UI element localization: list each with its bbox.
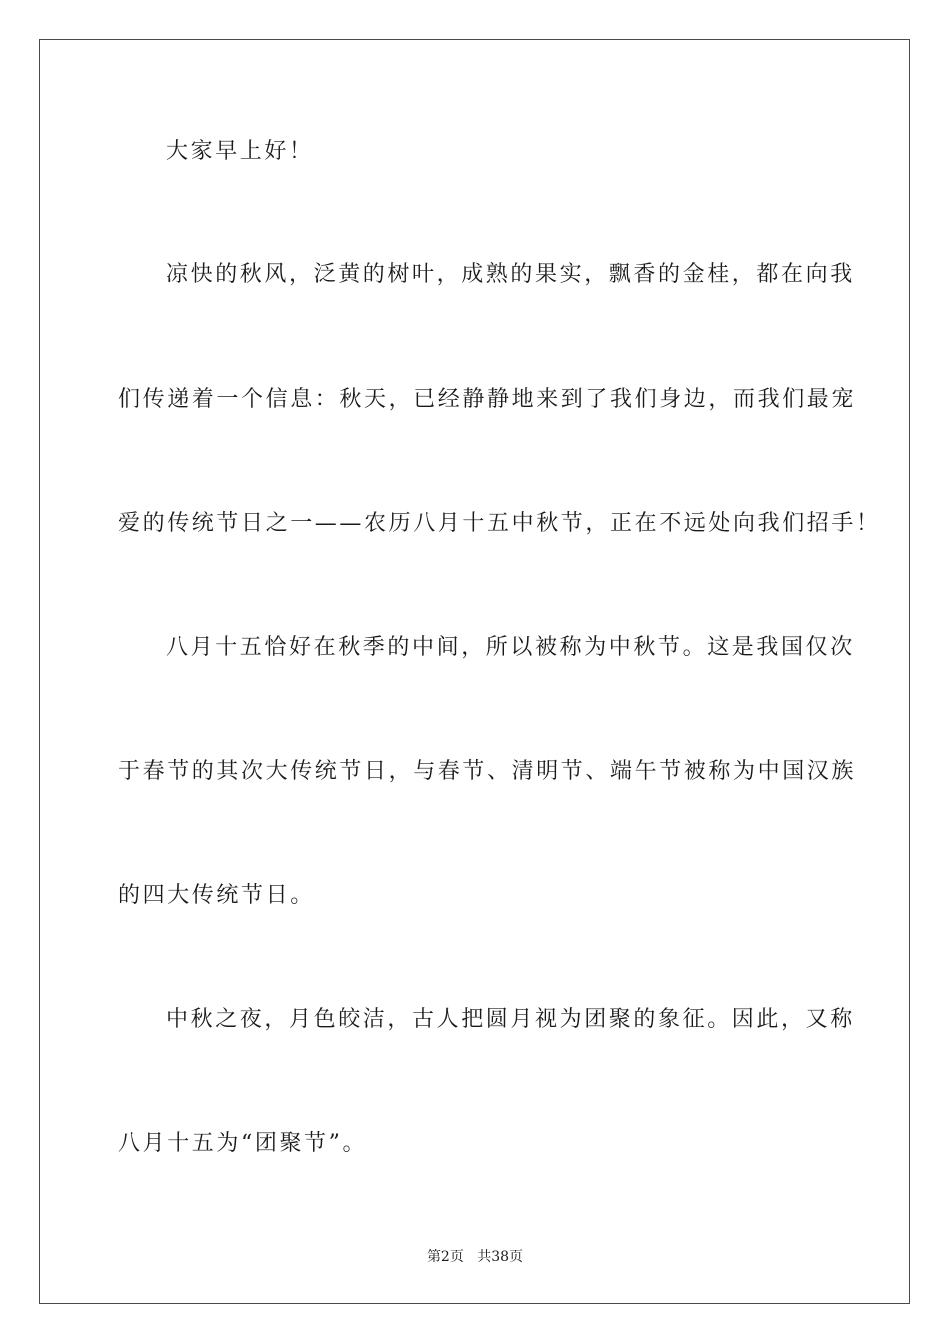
page-footer bbox=[0, 1246, 950, 1266]
page-total: 共38页 bbox=[477, 1249, 524, 1265]
text-line-3: 们传递着一个信息：秋天，已经静静地来到了我们身边，而我们最宠 bbox=[118, 387, 857, 412]
text-line-1: 大家早上好！ bbox=[166, 139, 314, 164]
text-line-9: 八月十五为“团聚节”。 bbox=[118, 1131, 368, 1156]
text-line-7: 的四大传统节日。 bbox=[118, 883, 315, 908]
text-line-8: 中秋之夜，月色皎洁，古人把圆月视为团聚的象征。因此，又称 bbox=[166, 1007, 855, 1032]
text-line-2: 凉快的秋风，泛黄的树叶，成熟的果实，飘香的金桂，都在向我 bbox=[166, 262, 855, 287]
page-number: 第2页 bbox=[426, 1249, 464, 1265]
text-line-6: 于春节的其次大传统节日，与春节、清明节、端午节被称为中国汉族 bbox=[118, 759, 857, 784]
text-line-5: 八月十五恰好在秋季的中间，所以被称为中秋节。这是我国仅次 bbox=[166, 635, 855, 660]
page-border bbox=[39, 39, 910, 1304]
text-line-4: 爱的传统节日之一——农历八月十五中秋节，正在不远处向我们招手！ bbox=[118, 511, 881, 536]
